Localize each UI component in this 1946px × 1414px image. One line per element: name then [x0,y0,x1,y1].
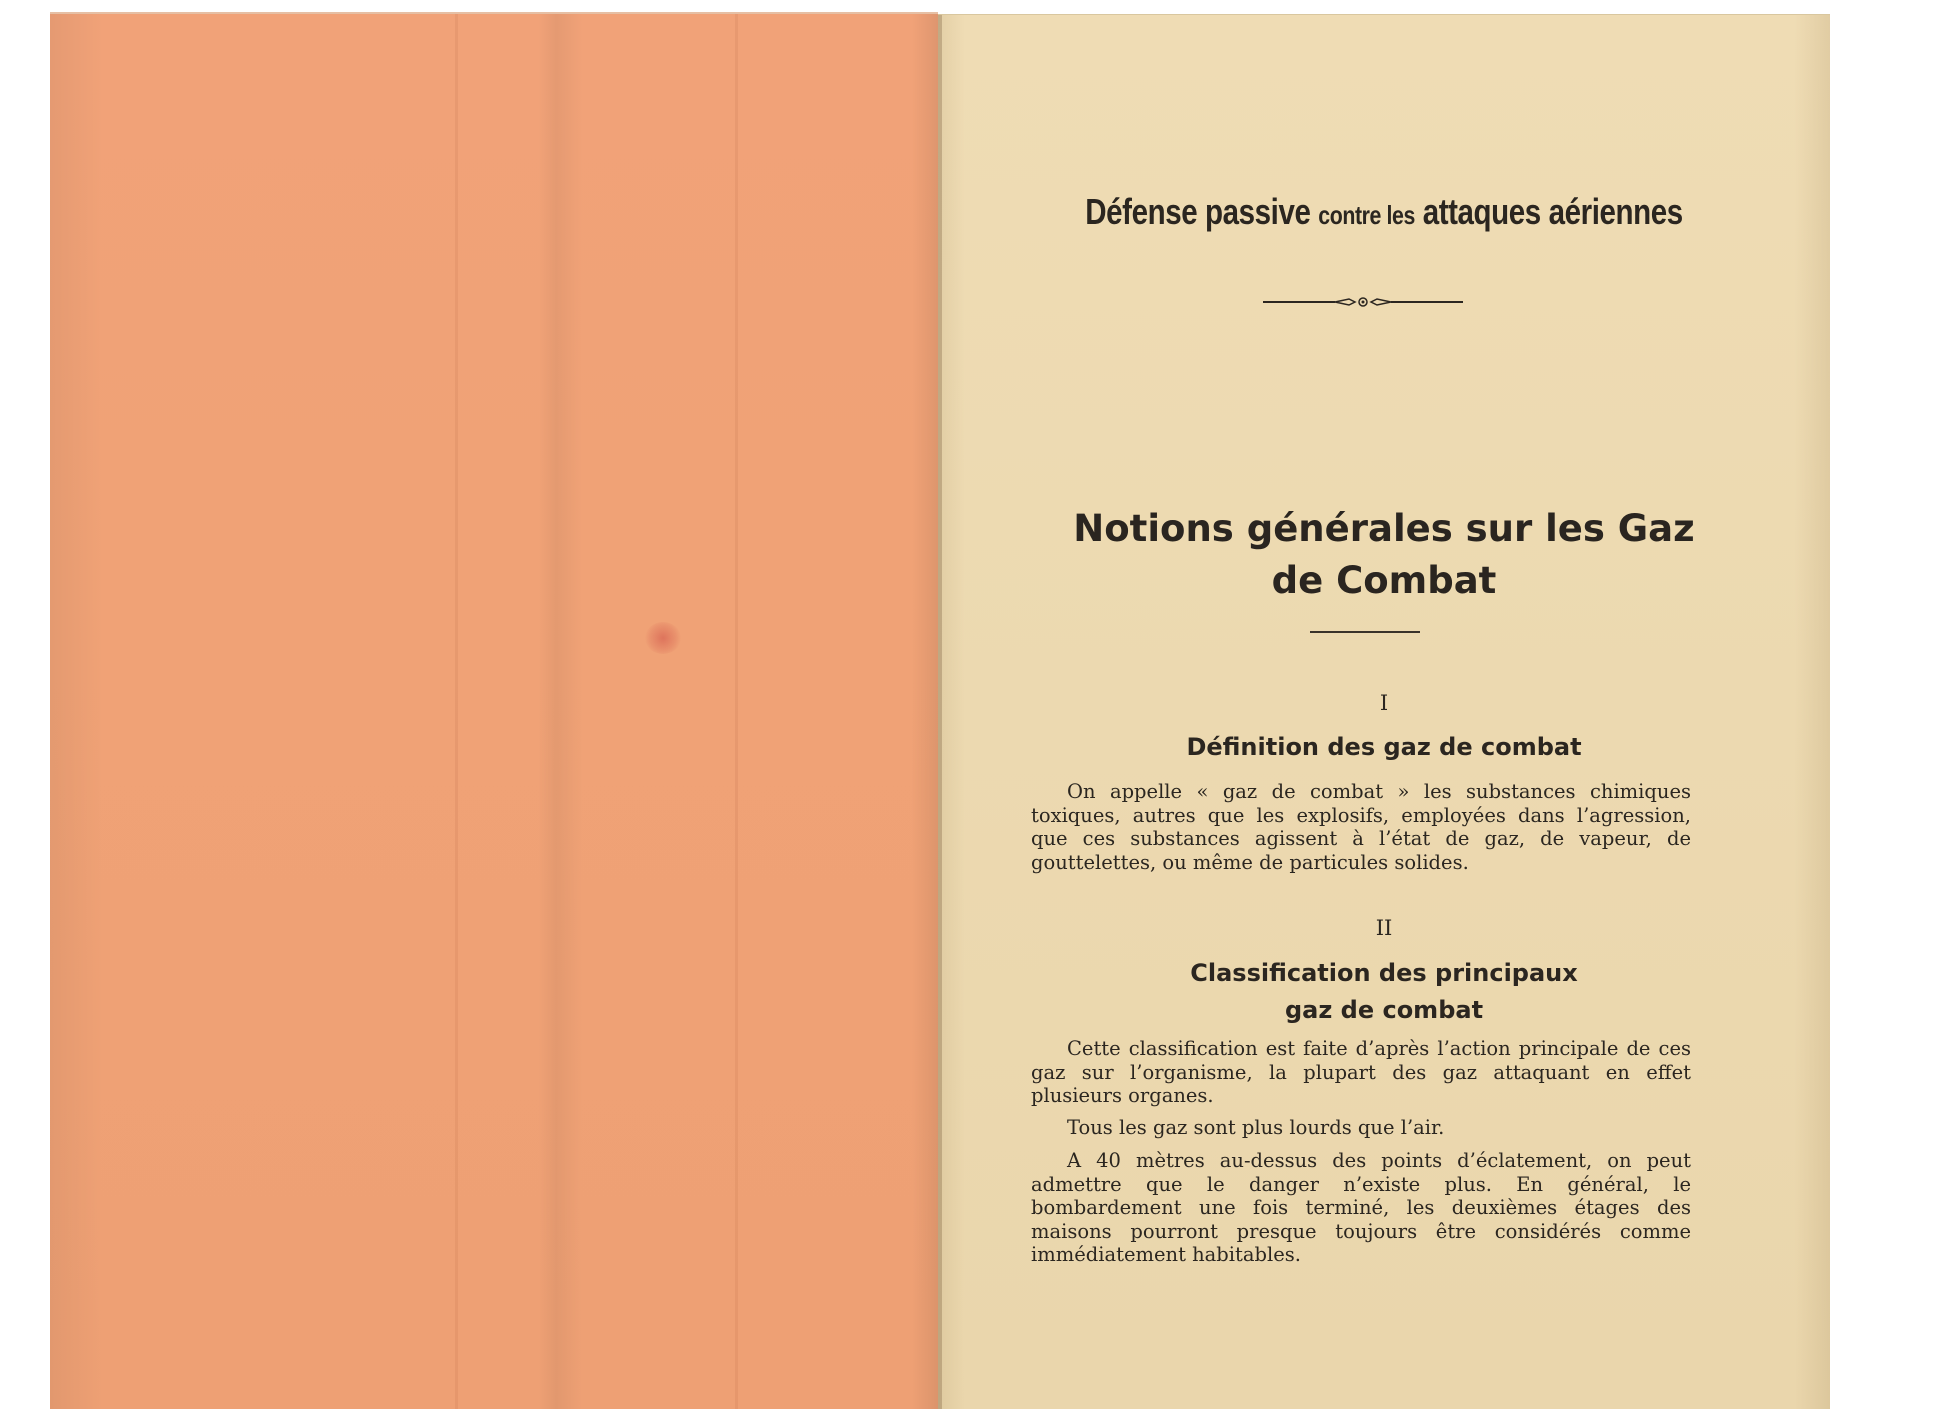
section-number: II [1375,916,1393,940]
section-heading-line: Définition des gaz de combat [1186,733,1582,761]
cover-crease [735,14,738,1409]
main-title-line1: Notions générales sur les Gaz [1073,507,1695,550]
document-body [938,15,1830,1409]
section-paragraph: Tous les gaz sont plus lourds que l’air. [1067,1116,1445,1139]
section-paragraph: On appelle « gaz de combat » les substances chimiques toxiques, autres que les explosifs, employées dans l’agression, que ces substances agissent à l’état de gaz, de vapeur, de gouttelettes, ou même de particules solides. [1031,780,1691,874]
header-title-part1: Défense passive [1085,191,1311,232]
section-number: I [1379,691,1389,715]
main-title [998,503,1770,607]
beige-text-page [938,14,1830,1409]
section-heading-line: gaz de combat [1284,996,1484,1024]
section-paragraph: Cette classification est faite d’après l’action principale de ces gaz sur l’organisme, la plupart des gaz attaquant en effet plusieurs organes. [1031,1037,1691,1108]
title-underline [1310,631,1420,633]
running-header-title [1018,191,1749,233]
section-paragraph: A 40 mètres au-dessus des points d’éclatement, on peut admettre que le danger n’existe plus. En général, le bombardement une fois terminé, les deuxièmes étages des maisons pourront presque toujours être considérés comme immédiatement habitables. [1031,1149,1691,1267]
section-heading [998,729,1770,766]
section-heading-line: Classification des principaux [1190,959,1578,987]
section-heading [998,955,1770,1029]
cover-crease [455,14,458,1409]
main-title-line2: de Combat [1271,559,1497,602]
orange-cover-page [50,12,938,1409]
red-stain-mark [645,622,681,654]
header-title-part2: attaques aériennes [1422,191,1683,232]
header-title-small: contre les [1318,200,1415,230]
ornament-divider-icon [1263,295,1463,309]
